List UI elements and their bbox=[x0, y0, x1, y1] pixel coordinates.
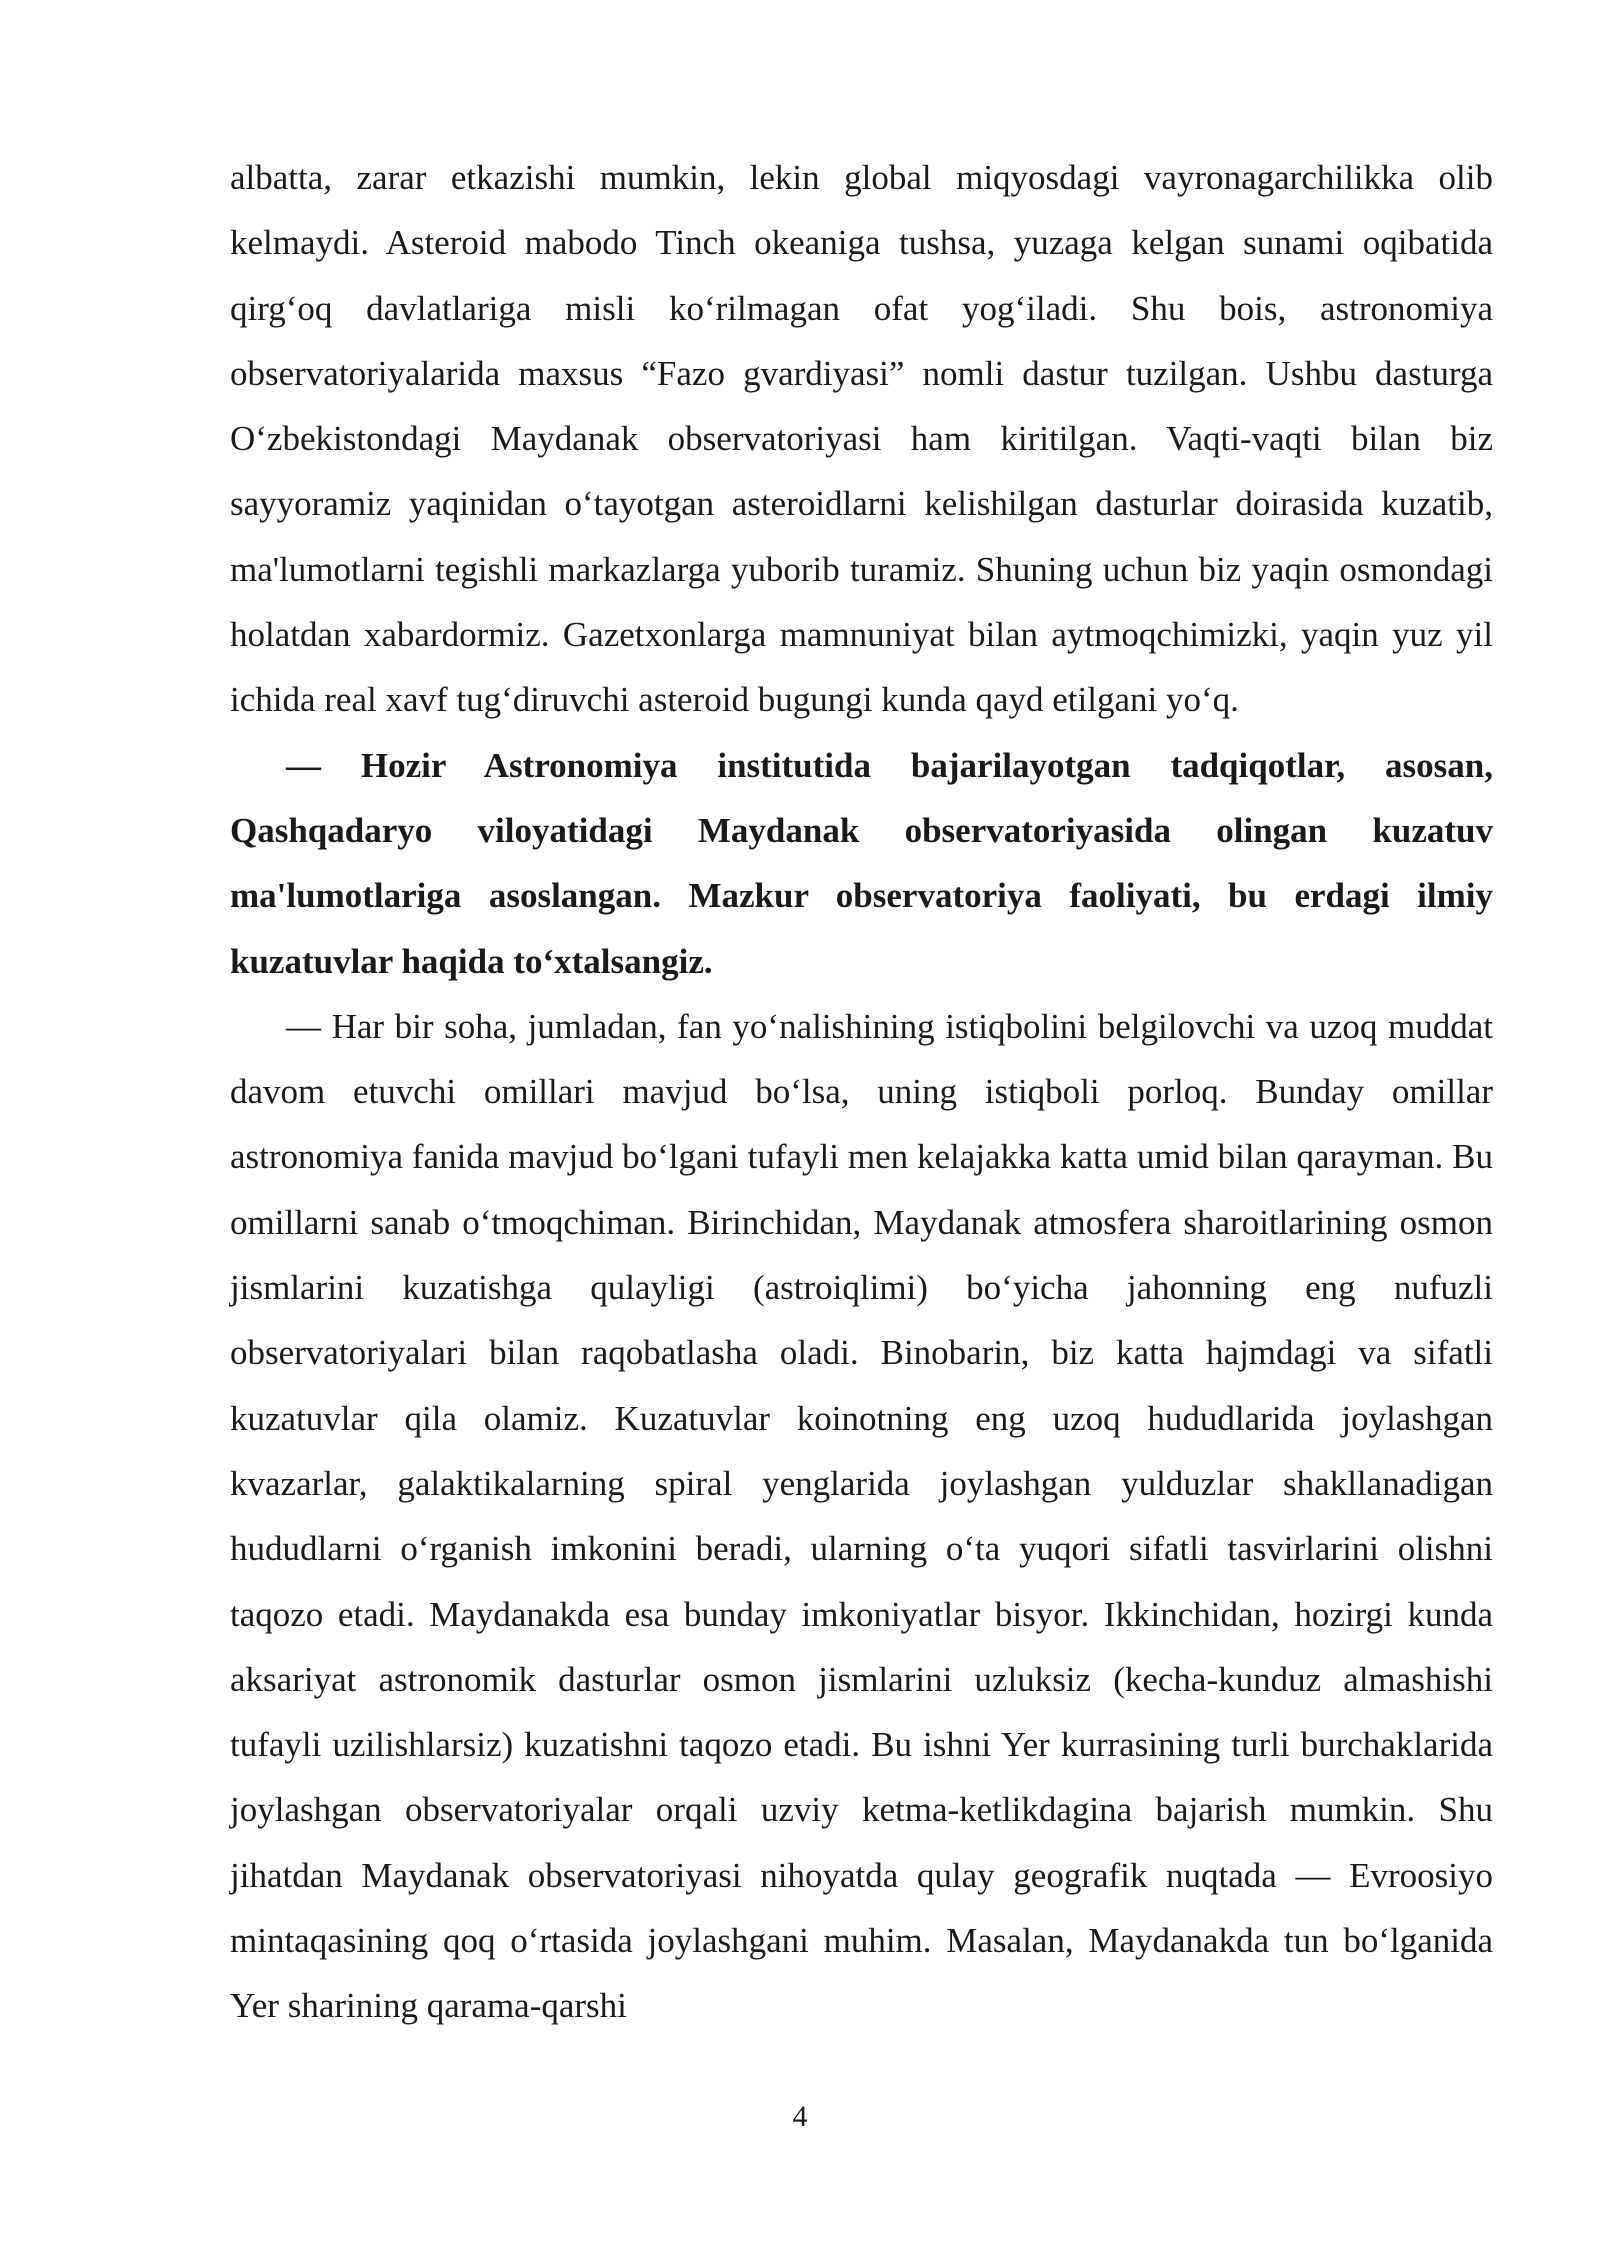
document-body bbox=[230, 145, 1493, 2039]
interview-answer: — Har bir soha, jumladan, fan yo‘nalishining istiqbolini belgilovchi va uzoq muddat davom etuvchi omillari mavjud bo‘lsa, uning istiqboli porloq. Bunday omillar astronomiya fanida mavjud bo‘lgani tufayli men kelajakka katta umid bilan qarayman. Bu omillarni sanab o‘tmoqchiman. Birinchidan, Maydanak atmosfera sharoitlarining osmon jismlarini kuzatishga qulayligi (astroiqlimi) bo‘yicha jahonning eng nufuzli observatoriyalari bilan raqobatlasha oladi. Binobarin, biz katta hajmdagi va sifatli kuzatuvlar qila olamiz. Kuzatuvlar koinotning eng uzoq hududlarida joylashgan kvazarlar, galaktikalarning spiral yenglarida joylashgan yulduzlar shakllanadigan hududlarni o‘rganish imkonini beradi, ularning o‘ta yuqori sifatli tasvirlarini olishni taqozo etadi. Maydanakda esa bunday imkoniyatlar bisyor. Ikkinchidan, hozirgi kunda aksariyat astronomik dasturlar osmon jismlarini uzluksiz (kecha-kunduz almashishi tufayli uzilishlarsiz) kuzatishni taqozo etadi. Bu ishni Yer kurrasining turli burchaklarida joylashgan observatoriyalar orqali uzviy ketma-ketlikdagina bajarish mumkin. Shu jihatdan Maydanak observatoriyasi nihoyatda qulay geografik nuqtada — Evroosiyo mintaqasining qoq o‘rtasida joylashgani muhim. Masalan, Maydanakda tun bo‘lganida Yer sharining qarama-qarshi bbox=[230, 1006, 1493, 2026]
interview-question: — Hozir Astronomiya institutida bajarilayotgan tadqiqotlar, asosan, Qashqadaryo viloyatidagi Maydanak observatoriyasida olingan kuzatuv ma'lumotlariga asoslangan. Mazkur observatoriya faoliyati, bu erdagi ilmiy kuzatuvlar haqida to‘xtalsangiz. bbox=[230, 745, 1493, 981]
page-number: 4 bbox=[792, 2100, 808, 2133]
paragraph-asteroid-threat: albatta, zarar etkazishi mumkin, lekin global miqyosdagi vayronagarchilikka olib kelmaydi. Asteroid mabodo Tinch okeaniga tushsa, yuzaga kelgan sunami oqibatida qirg‘oq davlatlariga misli ko‘rilmagan ofat yog‘iladi. Shu bois, astronomiya observatoriyalarida maxsus “Fazo gvardiyasi” nomli dastur tuzilgan. Ushbu dasturga O‘zbekistondagi Maydanak observatoriyasi ham kiritilgan. Vaqti-vaqti bilan biz sayyoramiz yaqinidan o‘tayotgan asteroidlarni kelishilgan dasturlar doirasida kuzatib, ma'lumotlarni tegishli markazlarga yuborib turamiz. Shuning uchun biz yaqin osmondagi holatdan xabardormiz. Gazetxonlarga mamnuniyat bilan aytmoqchimizki, yaqin yuz yil ichida real xavf tug‘diruvchi asteroid bugungi kunda qayd etilgani yo‘q. bbox=[230, 158, 1493, 720]
